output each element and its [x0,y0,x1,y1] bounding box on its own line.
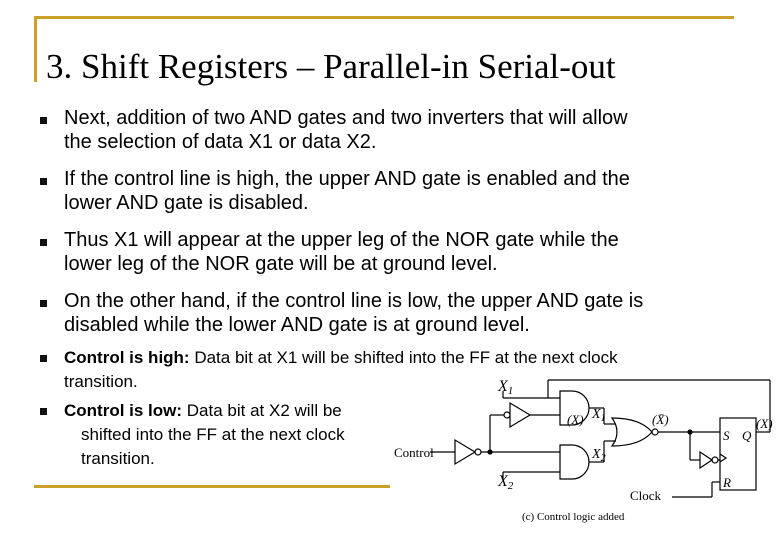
bullet-line [64,346,618,370]
circuit-wiring [430,380,770,497]
upper-inverter-gate [510,403,530,427]
figure-caption: (c) Control logic added [522,511,625,523]
label-x-bar-paren: (X̄) [652,412,669,427]
bullet-square-icon [40,239,47,246]
bullet-square-icon [40,178,47,185]
bullet-line: transition. [64,372,138,391]
label-x-paren-upper: (X) [567,412,584,427]
bullet-text [64,167,630,215]
bullet-line: transition. [81,449,155,468]
label-x-output: (X) [756,416,773,431]
bullet-line: If the control line is high, the upper AND gate is enabled and the [64,168,630,190]
bullet-bold-lead: Control is low: [64,401,183,420]
label-x2-input: X2 [498,473,514,492]
label-r: R [723,475,731,490]
bullet-text [64,289,643,337]
bullet-square-icon [40,117,47,124]
bullet-line: lower leg of the NOR gate will be at ground level. [64,253,498,275]
bullet-square-icon [40,355,47,362]
bullet-line: shifted into the FF at the next clock [81,425,345,444]
label-x1-input: X1 [498,378,514,397]
label-control: Control [394,445,434,460]
bullet-line: lower AND gate is disabled. [64,192,309,214]
label-clock: Clock [630,488,662,503]
bullet-text [64,399,345,471]
label-x1-gate: $X_1$ [592,407,606,424]
bullet-line: Next, addition of two AND gates and two inverters that will allow [64,107,628,129]
bullet-bold-lead: Control is high: [64,348,190,367]
bullet-square-icon [40,408,47,415]
slide-title: 3. Shift Registers – Parallel-in Serial-out [46,47,616,86]
lower-and-gate [560,445,589,479]
bullet-line: disabled while the lower AND gate is at ground level. [64,314,530,336]
control-logic-circuit-diagram [388,370,780,530]
bullet-line-rest: Data bit at X1 will be shifted into the FF at the next clock [189,348,618,367]
label-s: S [723,428,730,443]
control-inverter-gate [455,440,475,464]
label-q: Q [742,428,752,443]
bullet-text [64,228,619,276]
bullet-line: the selection of data X1 or data X2. [64,131,377,153]
r-inverter-gate [700,452,712,468]
bullet-line: On the other hand, if the control line is low, the upper AND gate is [64,290,644,312]
bullet-line: Thus X1 will appear at the upper leg of the NOR gate while the [64,229,619,251]
label-x2-gate: $X_2$ [592,447,606,464]
nor-gate [612,418,652,446]
bullet-line-rest: Data bit at X2 will be [182,401,342,420]
bullet-text [64,106,628,154]
bullet-square-icon [40,300,47,307]
bullet-line [64,399,345,423]
